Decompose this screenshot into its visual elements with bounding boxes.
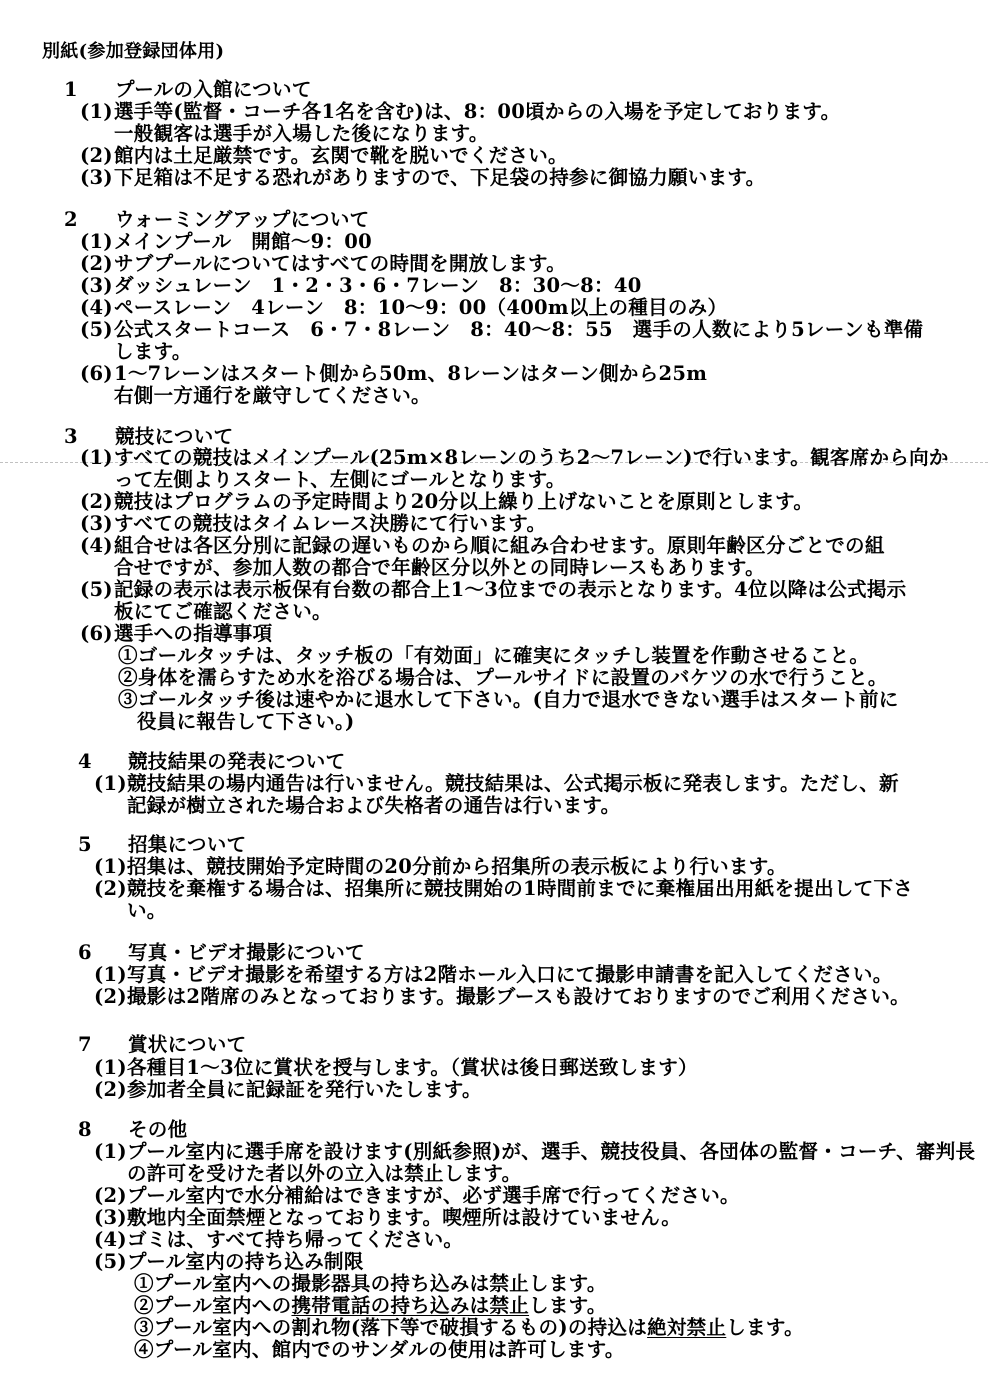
subitem-text: ②身体を濡らすため水を浴びる場合は、プールサイドに設置のバケツの水で行うこと。 bbox=[118, 666, 888, 689]
item-text: ペースレーン 4レーン 8：10～9：00（400m以上の種目のみ） bbox=[114, 296, 728, 319]
item-number: (2) bbox=[80, 252, 113, 275]
item-text: 組合せは各区分別に記録の遅いものから順に組み合わせます。原則年齢区分ごとでの組 bbox=[114, 534, 885, 557]
item-text: ダッシュレーン 1・2・3・6・7レーン 8：30～8：40 bbox=[114, 274, 642, 297]
item-text: プール室内で水分補給はできますが、必ず選手席で行ってください。 bbox=[127, 1184, 740, 1207]
item-text: 記録が樹立された場合および失格者の通告は行います。 bbox=[127, 794, 621, 817]
item-number: (2) bbox=[80, 144, 113, 167]
section-number: 1 bbox=[64, 78, 78, 101]
subitem-text: ④プール室内、館内でのサンダルの使用は許可します。 bbox=[134, 1338, 625, 1361]
subitem-text bbox=[134, 1317, 804, 1339]
underlined-emphasis: 携帯電話の持ち込みは禁止 bbox=[291, 1294, 530, 1317]
item-text: 右側一方通行を厳守してください。 bbox=[114, 384, 431, 407]
item-text: します。 bbox=[114, 340, 192, 363]
item-number: (1) bbox=[94, 963, 127, 986]
subitem-text: ①プール室内への撮影器具の持ち込みは禁止します。 bbox=[134, 1272, 607, 1295]
item-text: 板にてご確認ください。 bbox=[114, 600, 332, 623]
item-text: の許可を受けた者以外の立入は禁止します。 bbox=[127, 1162, 522, 1185]
item-number: (4) bbox=[80, 296, 113, 319]
section-heading: その他 bbox=[128, 1118, 188, 1141]
item-text: 敷地内全面禁煙となっております。喫煙所は設けていません。 bbox=[127, 1206, 682, 1229]
item-text: 招集は、競技開始予定時間の20分前から招集所の表示板により行います。 bbox=[127, 855, 787, 878]
item-number: (4) bbox=[94, 1228, 127, 1251]
item-text: サブプールについてはすべての時間を開放します。 bbox=[114, 252, 567, 275]
item-text: 公式スタートコース 6・7・8レーン 8：40～8：55 選手の人数により5レーンも準備 bbox=[114, 318, 924, 341]
item-number: (1) bbox=[94, 1140, 127, 1163]
item-number: (5) bbox=[80, 578, 113, 601]
subitem-text: 役員に報告して下さい。) bbox=[137, 710, 355, 733]
item-number: (2) bbox=[80, 490, 113, 513]
item-number: (3) bbox=[80, 512, 113, 535]
item-number: (1) bbox=[80, 100, 113, 123]
section-number: 6 bbox=[78, 941, 92, 964]
item-text: すべての競技はメインプール(25m×8レーンのうち2～7レーン)で行います。観客席から向か bbox=[114, 446, 949, 469]
text-segment: します。 bbox=[529, 1294, 607, 1317]
section-heading: 賞状について bbox=[128, 1033, 247, 1056]
text-segment: ②プール室内への bbox=[134, 1294, 292, 1317]
item-number: (6) bbox=[80, 622, 113, 645]
item-number: (2) bbox=[94, 985, 127, 1008]
subitem-text: ③ゴールタッチ後は速やかに退水して下さい。(自力で退水できない選手はスタート前に bbox=[118, 688, 899, 711]
section-number: 4 bbox=[78, 750, 92, 773]
item-number: (2) bbox=[94, 877, 127, 900]
item-text: 各種目1～3位に賞状を授与します。（賞状は後日郵送致します） bbox=[127, 1056, 698, 1079]
item-number: (3) bbox=[94, 1206, 127, 1229]
section-heading: ウォーミングアップについて bbox=[115, 208, 370, 231]
item-text: プール室内の持ち込み制限 bbox=[127, 1250, 364, 1273]
item-text: 競技はプログラムの予定時間より20分以上繰り上げないことを原則とします。 bbox=[114, 490, 814, 513]
text-segment: します。 bbox=[726, 1316, 804, 1339]
subitem-text: ①ゴールタッチは、タッチ板の「有効面」に確実にタッチし装置を作動させること。 bbox=[118, 644, 870, 667]
item-number: (2) bbox=[94, 1184, 127, 1207]
section-heading: プールの入館について bbox=[115, 78, 312, 101]
item-text: 写真・ビデオ撮影を希望する方は2階ホール入口にて撮影申請書を記入してください。 bbox=[127, 963, 893, 986]
section-heading: 写真・ビデオ撮影について bbox=[128, 941, 365, 964]
item-text: 下足箱は不足する恐れがありますので、下足袋の持参に御協力願います。 bbox=[114, 166, 766, 189]
section-number: 3 bbox=[64, 425, 78, 448]
item-number: (3) bbox=[80, 274, 113, 297]
item-text: プール室内に選手席を設けます(別紙参照)が、選手、競技役員、各団体の監督・コーチ、審判長 bbox=[127, 1140, 976, 1163]
item-number: (4) bbox=[80, 534, 113, 557]
item-text: 1～7レーンはスタート側から50m、8レーンはターン側から25m bbox=[114, 362, 708, 385]
item-number: (5) bbox=[80, 318, 113, 341]
document-title: 別紙(参加登録団体用) bbox=[42, 41, 225, 62]
item-text: ゴミは、すべて持ち帰ってください。 bbox=[127, 1228, 464, 1251]
text-segment: ③プール室内への割れ物(落下等で破損するもの)の持込は bbox=[134, 1316, 648, 1339]
item-number: (1) bbox=[94, 772, 127, 795]
item-text: 選手等(監督・コーチ各1名を含む)は、8：00頃からの入場を予定しております。 bbox=[114, 100, 841, 123]
item-text: 一般観客は選手が入場した後になります。 bbox=[114, 122, 489, 145]
section-heading: 招集について bbox=[128, 833, 247, 856]
item-number: (1) bbox=[94, 855, 127, 878]
item-number: (1) bbox=[80, 230, 113, 253]
item-text: すべての競技はタイムレース決勝にて行います。 bbox=[114, 512, 547, 535]
item-number: (1) bbox=[80, 446, 113, 469]
item-text: 競技を棄権する場合は、招集所に競技開始の1時間前までに棄権届出用紙を提出して下さ bbox=[127, 877, 914, 900]
item-number: (2) bbox=[94, 1078, 127, 1101]
item-text: 撮影は2階席のみとなっております。撮影ブースも設けておりますのでご利用ください。 bbox=[127, 985, 910, 1008]
item-text: 合せですが、参加人数の都合で年齢区分以外との同時レースもあります。 bbox=[114, 556, 765, 579]
item-number: (3) bbox=[80, 166, 113, 189]
section-heading: 競技について bbox=[115, 425, 234, 448]
section-number: 7 bbox=[78, 1033, 92, 1056]
underlined-emphasis: 絶対禁止 bbox=[647, 1316, 727, 1339]
item-text: って左側よりスタート、左側にゴールとなります。 bbox=[114, 468, 566, 491]
item-text: 記録の表示は表示板保有台数の都合上1～3位までの表示となります。4位以降は公式掲示 bbox=[114, 578, 907, 601]
section-number: 8 bbox=[78, 1118, 92, 1141]
section-number: 5 bbox=[78, 833, 92, 856]
item-text: い。 bbox=[127, 899, 167, 922]
item-text: メインプール 開館～9：00 bbox=[114, 230, 373, 253]
item-number: (6) bbox=[80, 362, 113, 385]
section-number: 2 bbox=[64, 208, 78, 231]
item-number: (1) bbox=[94, 1056, 127, 1079]
item-number: (5) bbox=[94, 1250, 127, 1273]
item-text: 館内は土足厳禁です。玄関で靴を脱いでください。 bbox=[114, 144, 568, 167]
subitem-text bbox=[134, 1295, 607, 1317]
item-text: 参加者全員に記録証を発行いたします。 bbox=[127, 1078, 482, 1101]
item-text: 競技結果の場内通告は行いません。競技結果は、公式掲示板に発表します。ただし、新 bbox=[127, 772, 899, 795]
item-text: 選手への指導事項 bbox=[114, 622, 273, 645]
section-heading: 競技結果の発表について bbox=[128, 750, 346, 773]
